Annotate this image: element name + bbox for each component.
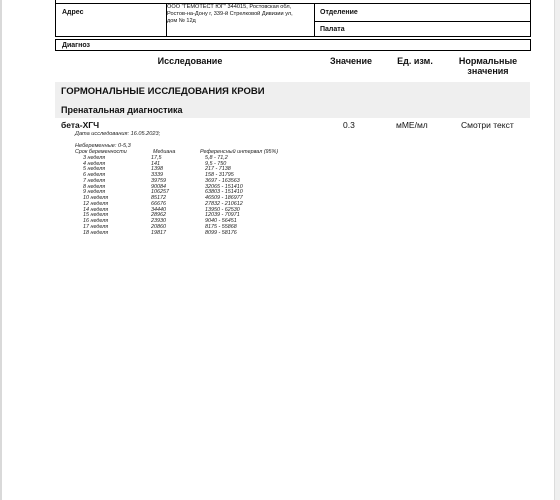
reference-cell: 141 xyxy=(151,160,160,167)
address-line: дом № 12д xyxy=(167,18,196,24)
reference-cell: 23930 xyxy=(151,218,166,224)
reference-cell: 12 неделя xyxy=(83,200,109,207)
department-label: Отделение xyxy=(320,9,358,16)
reference-cell: 10 неделя xyxy=(83,195,109,201)
reference-cell: 6 неделя xyxy=(83,172,106,178)
reference-cell: 9 неделя xyxy=(83,189,106,196)
address-label: Адрес xyxy=(62,9,84,16)
column-header-normal xyxy=(448,56,528,76)
page-left-edge xyxy=(0,0,2,500)
section-title: ГОРМОНАЛЬНЫЕ ИССЛЕДОВАНИЯ КРОВИ xyxy=(61,86,265,97)
reference-cell: 3 неделя xyxy=(83,154,106,161)
column-header-normal-line: Нормальные xyxy=(458,56,518,66)
reference-cell: 46509 - 186977 xyxy=(205,195,243,201)
table-rule xyxy=(314,21,530,22)
reference-cell: 12039 - 70971 xyxy=(205,212,240,219)
reference-cell: 28962 xyxy=(151,212,166,219)
test-value: 0.3 xyxy=(343,120,355,130)
reference-cell: 39759 xyxy=(151,177,166,184)
address-value xyxy=(167,4,311,25)
reference-cell: 27832 - 210612 xyxy=(205,200,243,207)
reference-cell: 9,5 - 750 xyxy=(205,160,227,167)
reference-header-cell: Срок беременности xyxy=(75,149,127,155)
reference-cell: 9040 - 56451 xyxy=(205,218,237,224)
reference-cell: 8 неделя xyxy=(83,183,106,190)
reference-cell: 15 неделя xyxy=(83,212,109,219)
reference-cell: 34440 xyxy=(151,206,166,213)
reference-cell: 17 неделя xyxy=(83,223,109,230)
page-right-edge xyxy=(554,0,560,500)
patient-info-table xyxy=(55,0,531,37)
column-header-study: Исследование xyxy=(157,56,223,66)
reference-cell: 19817 xyxy=(151,229,166,236)
test-unit: мМЕ/мл xyxy=(396,120,428,130)
address-line: Ростов-на-Дону г, 339-й Стрелковой Дивизии ул, xyxy=(167,11,293,17)
reference-cell: 106257 xyxy=(151,189,169,196)
reference-cell: 5 неделя xyxy=(83,166,106,173)
diagnosis-label: Диагноз xyxy=(62,42,90,49)
reference-cell: 1398 xyxy=(151,166,163,173)
reference-cell: 85172 xyxy=(151,195,166,201)
reference-cell: 3339 xyxy=(151,172,163,178)
reference-cell: 17,5 xyxy=(151,154,162,161)
test-name: бета-ХГЧ xyxy=(61,120,100,130)
reference-cell: 90084 xyxy=(151,183,166,190)
reference-header-cell: Медиана xyxy=(153,149,176,155)
reference-cell: 4 неделя xyxy=(83,160,106,167)
test-normal: Смотри текст xyxy=(461,120,514,130)
reference-cell: 5,8 - 71,2 xyxy=(205,154,228,161)
address-line: ООО "ГЕМОТЕСТ ЮГ" 344015, Ростовская обл, xyxy=(167,4,292,10)
section-subtitle: Пренатальная диагностика xyxy=(61,105,183,115)
reference-header-cell: Референсный интервал (95%) xyxy=(200,149,279,155)
reference-cell: 217 - 7138 xyxy=(205,166,231,173)
reference-cell: 158 - 31795 xyxy=(205,172,234,178)
reference-cell: 13950 - 62530 xyxy=(205,206,240,213)
reference-cell: 66676 xyxy=(151,200,166,207)
column-header-unit: Ед. изм. xyxy=(397,56,433,66)
reference-cell: 18 неделя xyxy=(83,229,109,236)
ward-label: Палата xyxy=(320,26,345,33)
nonpregnant-reference: Небеременные: 0-5,3 xyxy=(75,143,131,149)
reference-cell: 3697 - 163563 xyxy=(205,177,240,184)
reference-cell: 8175 - 55868 xyxy=(205,223,237,230)
test-date-note: Дата исследования: 16.05.2023; xyxy=(75,131,161,137)
column-header-normal-line: значения xyxy=(467,66,509,76)
column-header-value: Значение xyxy=(329,56,373,66)
reference-cell: 7 неделя xyxy=(83,177,106,184)
diagnosis-row xyxy=(55,39,531,51)
reference-cell: 16 неделя xyxy=(83,218,109,224)
reference-cell: 63803 - 151410 xyxy=(205,189,243,196)
reference-cell: 8099 - 58176 xyxy=(205,229,237,236)
reference-cell: 32065 - 151410 xyxy=(205,183,243,190)
reference-cell: 20860 xyxy=(151,223,166,230)
reference-cell: 14 неделя xyxy=(83,206,109,213)
table-rule xyxy=(314,3,315,36)
